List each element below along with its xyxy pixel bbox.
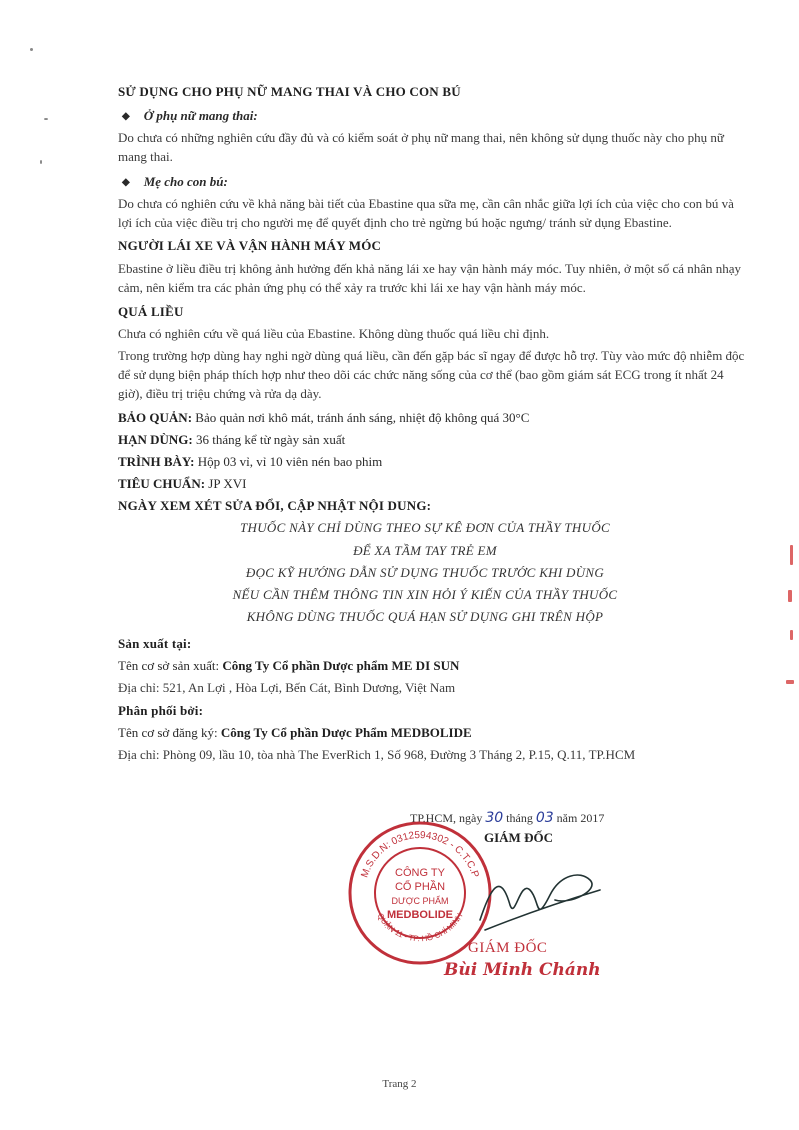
date-year: năm 2017 [556, 811, 605, 825]
seal-line-4: MEDBOLIDE [387, 909, 453, 921]
date-day: 30 [485, 810, 504, 826]
edge-mark [788, 590, 792, 602]
standard-label: TIÊU CHUẨN: [118, 476, 206, 491]
stamp-director-title: GIÁM ĐỐC [468, 940, 548, 956]
seal-ring-text: M.S.D.N: 0312594302 - C.T.C.P [359, 829, 481, 880]
diamond-bullet-icon: ◆ [122, 111, 130, 122]
storage-value: Bảo quản nơi khô mát, tránh ánh sáng, nhiệt độ không quá 30°C [195, 410, 530, 425]
driving-heading: NGƯỜI LÁI XE VÀ VẬN HÀNH MÁY MÓC [118, 238, 382, 253]
standard-value: JP XVI [208, 476, 247, 491]
pregnant-title: Ở phụ nữ mang thai: [143, 108, 258, 123]
edge-mark [786, 680, 794, 684]
overdose-text-1: Chưa có nghiên cứu về quá liều của Ebastine. Không dùng thuốc quá liều chỉ định. [118, 326, 550, 341]
nursing-text: Do chưa có nghiên cứu về khả năng bài tiết của Ebastine qua sữa mẹ, cần cân nhắc giữa lợi ích của việc cho con bú và lợi ích của việc điều trị cho người mẹ để quyết định cho trẻ ngừng bú hoặc ngưng/ tránh sử dụng Ebastine. [118, 196, 734, 230]
standard-line [118, 474, 748, 493]
director-name: Bùi Minh Chánh [444, 960, 601, 980]
review-heading: NGÀY XEM XÉT SỬA ĐỔI, CẬP NHẬT NỘI DUNG: [118, 498, 432, 513]
pregnant-text: Do chưa có những nghiên cứu đầy đủ và có kiểm soát ở phụ nữ mang thai, nên không sử dụng thuốc này cho phụ nữ mang thai. [118, 130, 724, 164]
expiry-label: HẠN DÙNG: [118, 432, 193, 447]
pregnancy-heading: SỬ DỤNG CHO PHỤ NỮ MANG THAI VÀ CHO CON BÚ [118, 84, 461, 99]
warning-line-4: NẾU CẦN THÊM THÔNG TIN XIN HỎI Ý KIẾN CỦA THẦY THUỐC [232, 587, 618, 602]
page-number: Trang 2 [382, 1078, 417, 1090]
manufacturer-heading: Sản xuất tại: [118, 636, 192, 651]
date-prefix: TP.HCM, ngày [410, 811, 483, 825]
pregnant-subheading [122, 106, 752, 127]
signature-scribble-icon [470, 850, 610, 940]
warning-line-2: ĐỂ XA TẦM TAY TRẺ EM [353, 543, 497, 558]
warning-line-5: KHÔNG DÙNG THUỐC QUÁ HẠN SỬ DỤNG GHI TRÊN HỘP [246, 609, 604, 624]
seal-bottom-text: QUẬN 11 - TP. HỒ CHÍ MINH [375, 911, 465, 944]
seal-line-1: CÔNG TY [395, 867, 445, 879]
nursing-subheading [122, 172, 752, 193]
distributor-name-label: Tên cơ sở đăng ký: [118, 725, 218, 740]
presentation-value: Hộp 03 vỉ, vỉ 10 viên nén bao phim [197, 454, 383, 469]
distributor-heading: Phân phối bởi: [118, 703, 204, 718]
distributor-name-line [118, 723, 748, 742]
manufacturer-name-label: Tên cơ sở sản xuất: [118, 658, 220, 673]
storage-line [118, 408, 748, 427]
distributor-name: Công Ty Cổ phần Dược Phẩm MEDBOLIDE [220, 725, 472, 740]
expiry-value: 36 tháng kể từ ngày sản xuất [196, 432, 346, 447]
manufacturer-name-line [118, 656, 748, 675]
warning-line-1: THUỐC NÀY CHỈ DÙNG THEO SỰ KÊ ĐƠN CỦA THẦY THUỐC [240, 520, 610, 535]
expiry-line [118, 430, 748, 449]
driving-text: Ebastine ở liều điều trị không ảnh hưởng đến khả năng lái xe hay vận hành máy móc. Tuy nhiên, ở một số cá nhân nhạy cảm, nên kiểm tra các phản ứng phụ có thể xảy ra trước khi lái xe hay vận hành máy móc. [118, 261, 742, 295]
director-title: GIÁM ĐỐC [484, 830, 553, 845]
edge-mark [790, 630, 793, 640]
overdose-text-2: Trong trường hợp dùng hay nghi ngờ dùng quá liều, cần đến gặp bác sĩ ngay để được hỗ trợ. Tùy vào mức độ nhiễm độc để sử dụng biện pháp thích hợp như theo dõi các chức năng sống của cơ thể (bao gồm giám sát ECG trong ít nhất 24 giờ), điều trị triệu chứng và rửa dạ dày. [118, 348, 745, 401]
distributor-address: Địa chỉ: Phòng 09, lầu 10, tòa nhà The EverRich 1, Số 968, Đường 3 Tháng 2, P.15, Q.11, TP.HCM [118, 747, 636, 762]
manufacturer-address: Địa chỉ: 521, An Lợi , Hòa Lợi, Bến Cát, Bình Dương, Việt Nam [118, 680, 456, 695]
manufacturer-name: Công Ty Cổ phần Dược phẩm ME DI SUN [222, 658, 460, 673]
scan-speck [44, 118, 48, 120]
nursing-title: Mẹ cho con bú: [143, 174, 228, 189]
scan-speck [30, 48, 33, 51]
overdose-heading: QUÁ LIỀU [118, 304, 184, 319]
warning-line-3: ĐỌC KỸ HƯỚNG DẪN SỬ DỤNG THUỐC TRƯỚC KHI DÙNG [245, 565, 605, 580]
date-month: 03 [535, 810, 554, 826]
seal-line-2: CỔ PHẦN [394, 881, 446, 893]
date-month-label: tháng [506, 811, 533, 825]
presentation-line [118, 452, 748, 471]
diamond-bullet-icon: ◆ [122, 177, 130, 188]
presentation-label: TRÌNH BÀY: [118, 454, 195, 469]
storage-label: BẢO QUẢN: [118, 410, 193, 425]
seal-line-3: DƯỢC PHẨM [391, 896, 449, 906]
edge-mark [790, 545, 793, 565]
scan-speck [40, 160, 42, 164]
